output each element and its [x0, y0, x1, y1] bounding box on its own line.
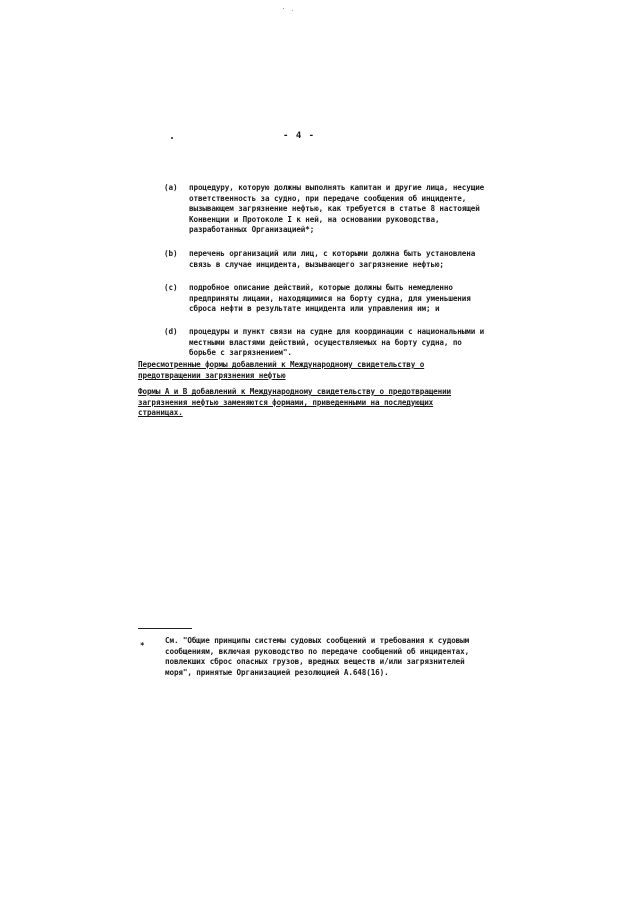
page-number: - 4 - — [283, 131, 316, 141]
section-paragraph: Формы А и В добавлений к Международному свидетельству о предотвращении загрязнения нефтью заменяются формами, приведенными на последующих страницах. — [138, 387, 452, 418]
item-text-a: процедуру, которую должны выполнять капитан и другие лица, несущие ответственность за судно, при передаче сообщения об инциденте, вызывающем загрязнение нефтью, как требуется в статье 8 настоящей Конвенции и Протоколе I к ней, на основании руководства, разработанных Организацией*; — [189, 183, 485, 235]
scan-speck — [283, 8, 284, 9]
scan-speck — [292, 10, 293, 11]
item-text-b: перечень организаций или лиц, с которыми должна быть установлена связь в случае инцидента, вызывающего загрязнение нефтью; — [189, 249, 476, 269]
section-heading: Пересмотренные формы добавлений к Международному свидетельству о предотвращении загрязнения нефтью — [138, 360, 425, 380]
item-text-d: процедуры и пункт связи на судне для координации с национальными и местными властями действий, осуществляемых на борту судна, по борьбе с загрязнением". — [189, 327, 485, 358]
item-label-d: (d) — [164, 327, 178, 336]
footnote-text: См. "Общие принципы системы судовых сообщений и требования к судовым сообщениям, включая руководство по передаче сообщений об инцидентах, повлекших сброс опасных грузов, вредных веществ и/или загрязнителей моря", принятые Организацией резолюцией А.648(16). — [165, 636, 470, 677]
scan-dot — [171, 137, 173, 139]
item-label-b: (b) — [164, 249, 178, 258]
item-label-a: (a) — [164, 183, 178, 192]
footnote-marker: * — [140, 641, 145, 650]
item-text-c: подробное описание действий, которые должны быть немедленно предприняты лицами, находящимися на борту судна, для уменьшения сброса нефти в результате инцидента или управления им; и — [189, 283, 471, 314]
item-label-c: (c) — [164, 283, 178, 292]
footnote-rule — [138, 628, 192, 629]
